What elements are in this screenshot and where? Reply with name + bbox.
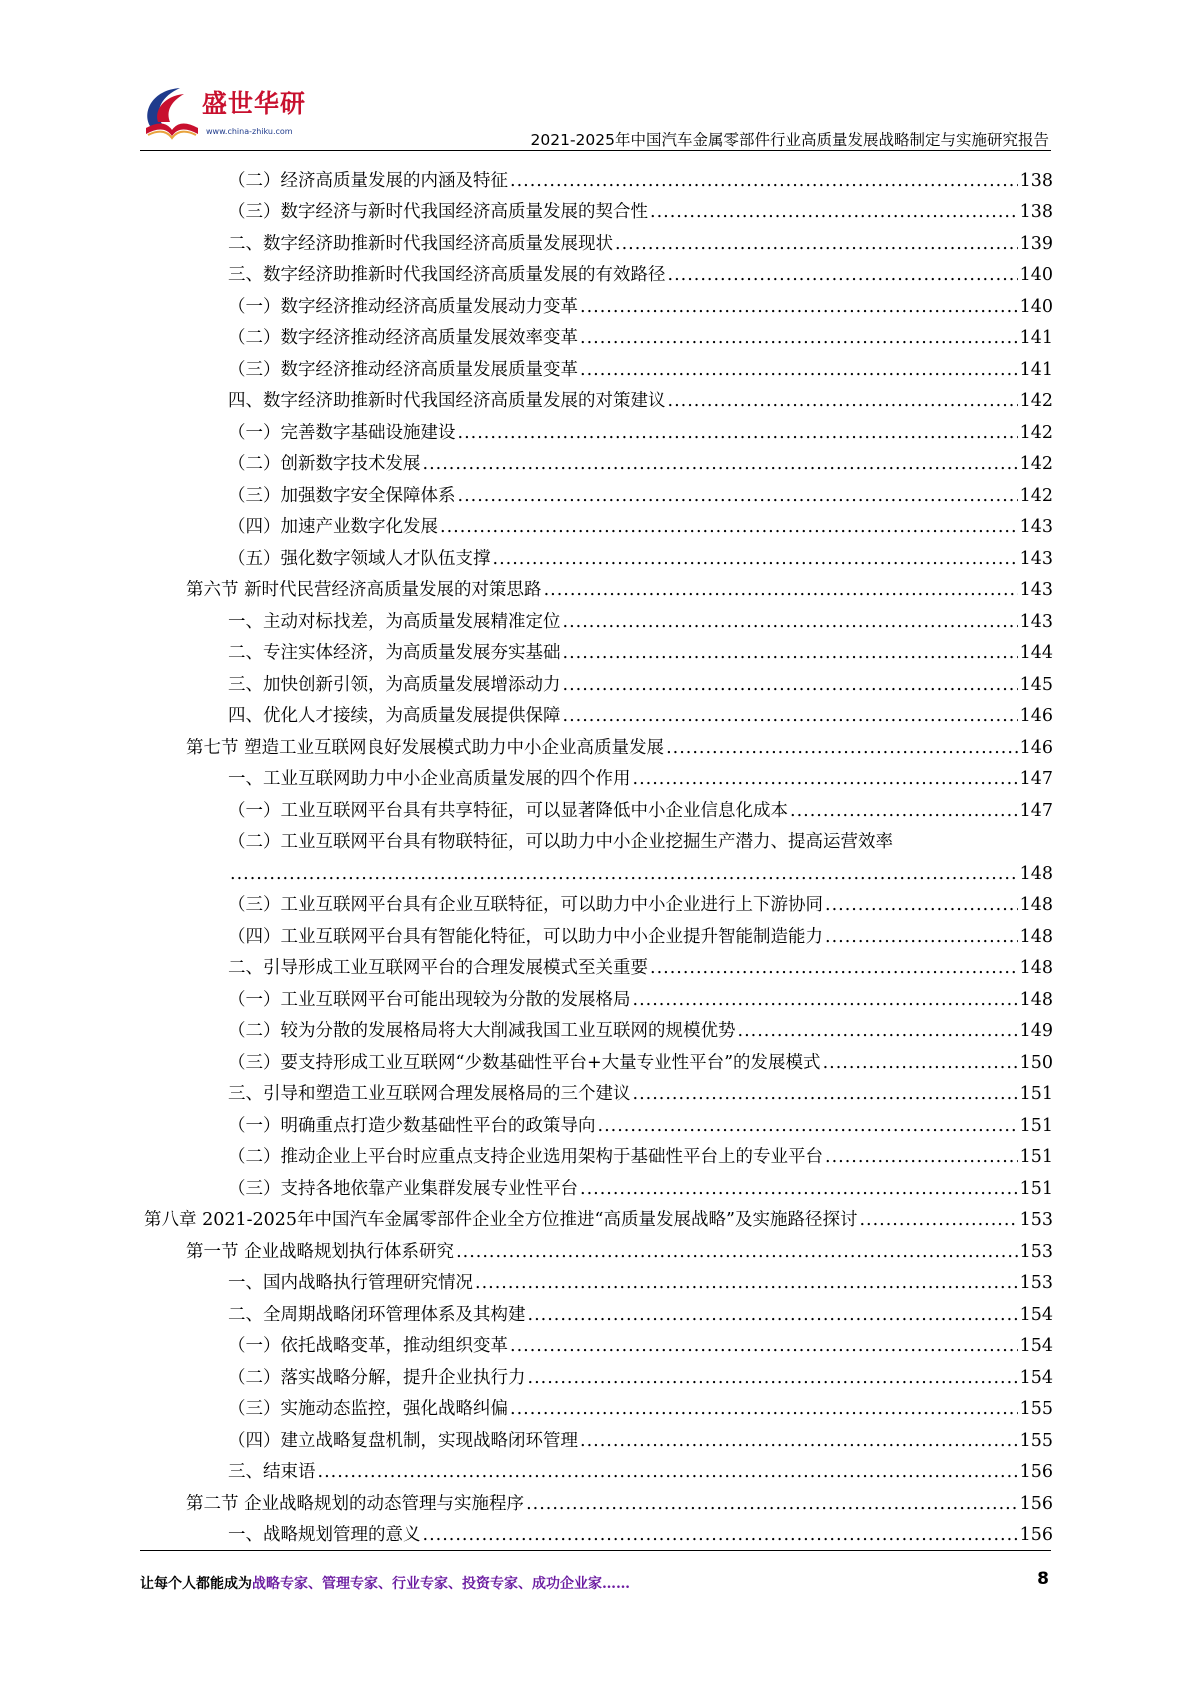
toc-leader-dots [580, 328, 1018, 349]
toc-entry[interactable] [140, 979, 1053, 1011]
toc-entry-title: （二）数字经济推动经济高质量发展效率变革 [228, 328, 578, 348]
toc-entry-title: （二）较为分散的发展格局将大大削减我国工业互联网的规模优势 [228, 1021, 736, 1041]
toc-entry-title: （四）加速产业数字化发展 [228, 517, 438, 537]
toc-leader-dots [510, 171, 1018, 192]
toc-entry-page: 143 [1019, 611, 1053, 632]
toc-leader-dots [823, 1053, 1018, 1074]
page-number: 8 [1037, 1569, 1049, 1589]
toc-entry[interactable] [140, 885, 1053, 917]
company-logo [140, 82, 310, 144]
toc-entry-page: 149 [1019, 1021, 1053, 1041]
toc-entry-page: 151 [1019, 1115, 1053, 1136]
toc-entry[interactable] [140, 1200, 1053, 1232]
toc-entry-page: 143 [1019, 548, 1053, 569]
toc-entry-title: 四、优化人才接续，为高质量发展提供保障 [228, 706, 561, 726]
toc-entry[interactable] [140, 696, 1053, 728]
toc-entry[interactable] [140, 192, 1053, 224]
toc-entry-page: 151 [1019, 1084, 1053, 1104]
toc-entry-page: 142 [1019, 454, 1053, 474]
toc-leader-dots [598, 1116, 1018, 1137]
toc-entry-page: 140 [1019, 265, 1053, 285]
toc-entry-page: 148 [1019, 958, 1053, 978]
toc-entry-page: 142 [1019, 422, 1053, 443]
toc-leader-dots [790, 801, 1018, 822]
logo-name: 盛世华研 [202, 89, 307, 118]
toc-entry[interactable] [140, 223, 1053, 255]
footer-divider [140, 1550, 1051, 1551]
toc-entry-page: 142 [1019, 391, 1053, 411]
toc-entry[interactable] [140, 1074, 1053, 1106]
toc-entry[interactable] [140, 790, 1053, 822]
toc-leader-dots [563, 675, 1018, 696]
toc-entry[interactable] [140, 1326, 1053, 1358]
toc-leader-dots [528, 1305, 1018, 1326]
toc-entry-page: 141 [1019, 359, 1053, 380]
toc-entry-title: （二）创新数字技术发展 [228, 454, 421, 474]
toc-entry-title: 三、加快创新引领，为高质量发展增添动力 [228, 674, 561, 695]
toc-leader-dots [510, 1399, 1018, 1420]
toc-entry[interactable] [140, 664, 1053, 696]
toc-entry[interactable] [140, 381, 1053, 413]
table-of-contents [140, 160, 1053, 1546]
toc-leader-dots [528, 1368, 1018, 1389]
toc-entry-title: 第二节 企业战略规划的动态管理与实施程序 [186, 1493, 525, 1514]
toc-entry-title: （一）工业互联网平台具有共享特征，可以显著降低中小企业信息化成本 [228, 800, 788, 821]
logo-url: www.china-zhiku.com [206, 127, 293, 136]
toc-entry-page: 148 [1019, 863, 1053, 884]
toc-leader-dots [458, 423, 1018, 444]
toc-entry-page: 143 [1019, 517, 1053, 537]
toc-entry-title: 一、主动对标找差，为高质量发展精准定位 [228, 611, 561, 632]
toc-leader-dots [666, 738, 1018, 759]
toc-leader-dots [668, 265, 1018, 286]
toc-entry-page: 147 [1019, 769, 1053, 789]
document-title: 2021-2025年中国汽车金属零部件行业高质量发展战略制定与实施研究报告 [530, 131, 1049, 149]
toc-entry[interactable] [140, 1263, 1053, 1295]
toc-entry[interactable] [140, 1452, 1053, 1484]
toc-entry[interactable] [140, 1294, 1053, 1326]
toc-entry-title: （一）完善数字基础设施建设 [228, 422, 456, 443]
toc-entry-page: 148 [1019, 989, 1053, 1010]
toc-leader-dots [633, 769, 1018, 790]
toc-entry-title: 三、结束语 [228, 1462, 316, 1482]
toc-entry-title: （一）数字经济推动经济高质量发展动力变革 [228, 296, 578, 317]
toc-leader-dots [563, 643, 1018, 664]
toc-entry[interactable] [140, 916, 1053, 948]
toc-leader-dots [650, 958, 1018, 979]
toc-entry[interactable] [140, 601, 1053, 633]
toc-entry-page: 156 [1019, 1525, 1053, 1545]
toc-entry-title: （一）明确重点打造少数基础性平台的政策导向 [228, 1115, 596, 1136]
toc-leader-dots [458, 486, 1018, 507]
toc-entry-page: 139 [1019, 233, 1053, 254]
toc-entry-title: （二）经济高质量发展的内涵及特征 [228, 170, 508, 191]
toc-entry-page: 155 [1019, 1430, 1053, 1451]
toc-entry[interactable] [140, 633, 1053, 665]
toc-leader-dots [580, 1179, 1018, 1200]
toc-entry-title: 二、引导形成工业互联网平台的合理发展模式至关重要 [228, 958, 648, 978]
toc-entry[interactable] [140, 1515, 1053, 1547]
toc-leader-dots [825, 1147, 1018, 1168]
toc-entry-page: 151 [1019, 1147, 1053, 1167]
toc-leader-dots [475, 1273, 1018, 1294]
toc-entry-page: 140 [1019, 296, 1053, 317]
toc-entry-title: （三）数字经济与新时代我国经济高质量发展的契合性 [228, 202, 648, 222]
toc-leader-dots [859, 1210, 1017, 1231]
toc-leader-dots [510, 1336, 1018, 1357]
footer-slogan [140, 1573, 630, 1593]
toc-entry[interactable] [140, 1011, 1053, 1043]
toc-entry-page: 146 [1019, 737, 1053, 758]
toc-leader-dots [580, 360, 1018, 381]
toc-entry[interactable] [140, 948, 1053, 980]
toc-entry-title: （三）要支持形成工业互联网“少数基础性平台+大量专业性平台”的发展模式 [228, 1052, 821, 1073]
toc-entry[interactable] [140, 1357, 1053, 1389]
toc-leader-dots [633, 990, 1018, 1011]
toc-entry-title: （四）工业互联网平台具有智能化特征，可以助力中小企业提升智能制造能力 [228, 926, 823, 947]
toc-leader-dots [440, 517, 1018, 538]
toc-entry-title: （三）工业互联网平台具有企业互联特征，可以助力中小企业进行上下游协同 [228, 895, 823, 915]
toc-leader-dots [668, 391, 1018, 412]
toc-entry-page: 156 [1019, 1493, 1053, 1514]
toc-entry[interactable] [140, 160, 1053, 192]
toc-entry-title: 一、国内战略执行管理研究情况 [228, 1273, 473, 1293]
toc-entry-title: （二）推动企业上平台时应重点支持企业选用架构于基础性平台上的专业平台 [228, 1147, 823, 1167]
toc-leader-dots [230, 864, 1018, 885]
toc-entry-page: 141 [1019, 328, 1053, 348]
toc-leader-dots [563, 612, 1018, 633]
toc-entry-title: 第一节 企业战略规划执行体系研究 [186, 1241, 455, 1262]
toc-entry-page: 147 [1019, 800, 1053, 821]
toc-entry-title: （三）实施动态监控，强化战略纠偏 [228, 1399, 508, 1419]
toc-entry-title: 第七节 塑造工业互联网良好发展模式助力中小企业高质量发展 [186, 737, 665, 758]
toc-leader-dots [423, 1525, 1018, 1546]
toc-entry-title: （一）工业互联网平台可能出现较为分散的发展格局 [228, 989, 631, 1010]
toc-entry[interactable] [140, 1231, 1053, 1263]
toc-entry-title: （二）工业互联网平台具有物联特征，可以助力中小企业挖掘生产潜力、提高运营效率 [228, 832, 893, 852]
toc-entry-page: 148 [1019, 895, 1053, 915]
toc-leader-dots [825, 895, 1018, 916]
toc-entry[interactable] [140, 727, 1053, 759]
toc-entry-title: （三）数字经济推动经济高质量发展质量变革 [228, 359, 578, 380]
toc-entry-page: 142 [1019, 485, 1053, 506]
toc-entry-page: 154 [1019, 1304, 1053, 1325]
toc-entry-page: 153 [1019, 1210, 1053, 1230]
toc-entry-page: 146 [1019, 706, 1053, 726]
toc-leader-dots [738, 1021, 1018, 1042]
toc-entry-page: 151 [1019, 1178, 1053, 1199]
toc-leader-dots [650, 202, 1018, 223]
footer-slogan-lead: 让每个人都能成为 [140, 1576, 252, 1592]
toc-leader-dots [493, 549, 1018, 570]
toc-entry[interactable] [140, 570, 1053, 602]
toc-entry[interactable] [140, 1137, 1053, 1169]
toc-entry[interactable] [140, 1042, 1053, 1074]
toc-entry-page: 138 [1019, 170, 1053, 191]
toc-entry[interactable] [140, 1168, 1053, 1200]
toc-entry-title: 二、专注实体经济，为高质量发展夯实基础 [228, 643, 561, 663]
toc-leader-dots [544, 580, 1018, 601]
toc-entry-page: 145 [1019, 674, 1053, 695]
toc-entry-page: 148 [1019, 926, 1053, 947]
toc-entry-title: （四）建立战略复盘机制，实现战略闭环管理 [228, 1430, 578, 1451]
toc-entry-page: 153 [1019, 1273, 1053, 1293]
toc-entry-title: （二）落实战略分解，提升企业执行力 [228, 1367, 526, 1388]
toc-entry-page: 154 [1019, 1367, 1053, 1388]
toc-entry-page: 138 [1019, 202, 1053, 222]
toc-entry[interactable] [140, 759, 1053, 791]
toc-entry[interactable] [140, 318, 1053, 350]
footer-slogan-highlight: 战略专家、管理专家、行业专家、投资专家、成功企业家…… [252, 1576, 630, 1592]
toc-entry[interactable] [140, 1389, 1053, 1421]
toc-entry-title: 一、工业互联网助力中小企业高质量发展的四个作用 [228, 769, 631, 789]
toc-entry[interactable] [140, 286, 1053, 318]
toc-leader-dots [615, 234, 1018, 255]
toc-entry[interactable] [140, 507, 1053, 539]
toc-entry-title: 一、战略规划管理的意义 [228, 1525, 421, 1545]
toc-entry-page: 155 [1019, 1399, 1053, 1419]
toc-entry-page: 154 [1019, 1336, 1053, 1356]
toc-entry-page: 144 [1019, 643, 1053, 663]
toc-entry-title: 三、引导和塑造工业互联网合理发展格局的三个建议 [228, 1084, 631, 1104]
toc-entry[interactable] [140, 475, 1053, 507]
toc-leader-dots [633, 1084, 1018, 1105]
toc-entry[interactable] [140, 1105, 1053, 1137]
toc-entry[interactable] [140, 349, 1053, 381]
toc-entry-title: 第八章 2021-2025年中国汽车金属零部件企业全方位推进“高质量发展战略”及实施路径探讨 [144, 1210, 858, 1230]
toc-entry[interactable] [140, 538, 1053, 570]
toc-leader-dots [423, 454, 1018, 475]
toc-entry-page: 153 [1019, 1241, 1053, 1262]
toc-leader-dots [563, 706, 1018, 727]
toc-entry-title: 二、全周期战略闭环管理体系及其构建 [228, 1304, 526, 1325]
toc-entry-title: （三）支持各地依靠产业集群发展专业性平台 [228, 1178, 578, 1199]
toc-entry[interactable] [140, 255, 1053, 287]
toc-leader-dots [825, 927, 1018, 948]
toc-entry-title: （一）依托战略变革，推动组织变革 [228, 1336, 508, 1356]
book-swoosh-icon [140, 82, 204, 144]
toc-entry-title: 三、数字经济助推新时代我国经济高质量发展的有效路径 [228, 265, 666, 285]
toc-entry-title: （五）强化数字领域人才队伍支撑 [228, 548, 491, 569]
toc-leader-dots [526, 1494, 1018, 1515]
toc-leader-dots [456, 1242, 1018, 1263]
toc-leader-dots [318, 1462, 1018, 1483]
toc-entry-page: 143 [1019, 580, 1053, 600]
toc-entry[interactable] [140, 1420, 1053, 1452]
toc-entry[interactable] [140, 822, 1053, 854]
toc-entry[interactable] [140, 853, 1053, 885]
toc-entry-page: 150 [1019, 1052, 1053, 1073]
toc-entry[interactable] [140, 444, 1053, 476]
toc-leader-dots [580, 297, 1018, 318]
toc-entry[interactable] [140, 412, 1053, 444]
toc-entry-page: 156 [1019, 1462, 1053, 1482]
toc-entry-title: 二、数字经济助推新时代我国经济高质量发展现状 [228, 233, 613, 254]
toc-entry-title: 第六节 新时代民营经济高质量发展的对策思路 [186, 580, 542, 600]
toc-entry[interactable] [140, 1483, 1053, 1515]
toc-leader-dots [580, 1431, 1018, 1452]
header-divider [140, 150, 1051, 151]
toc-entry-title: 四、数字经济助推新时代我国经济高质量发展的对策建议 [228, 391, 666, 411]
toc-entry-title: （三）加强数字安全保障体系 [228, 485, 456, 506]
